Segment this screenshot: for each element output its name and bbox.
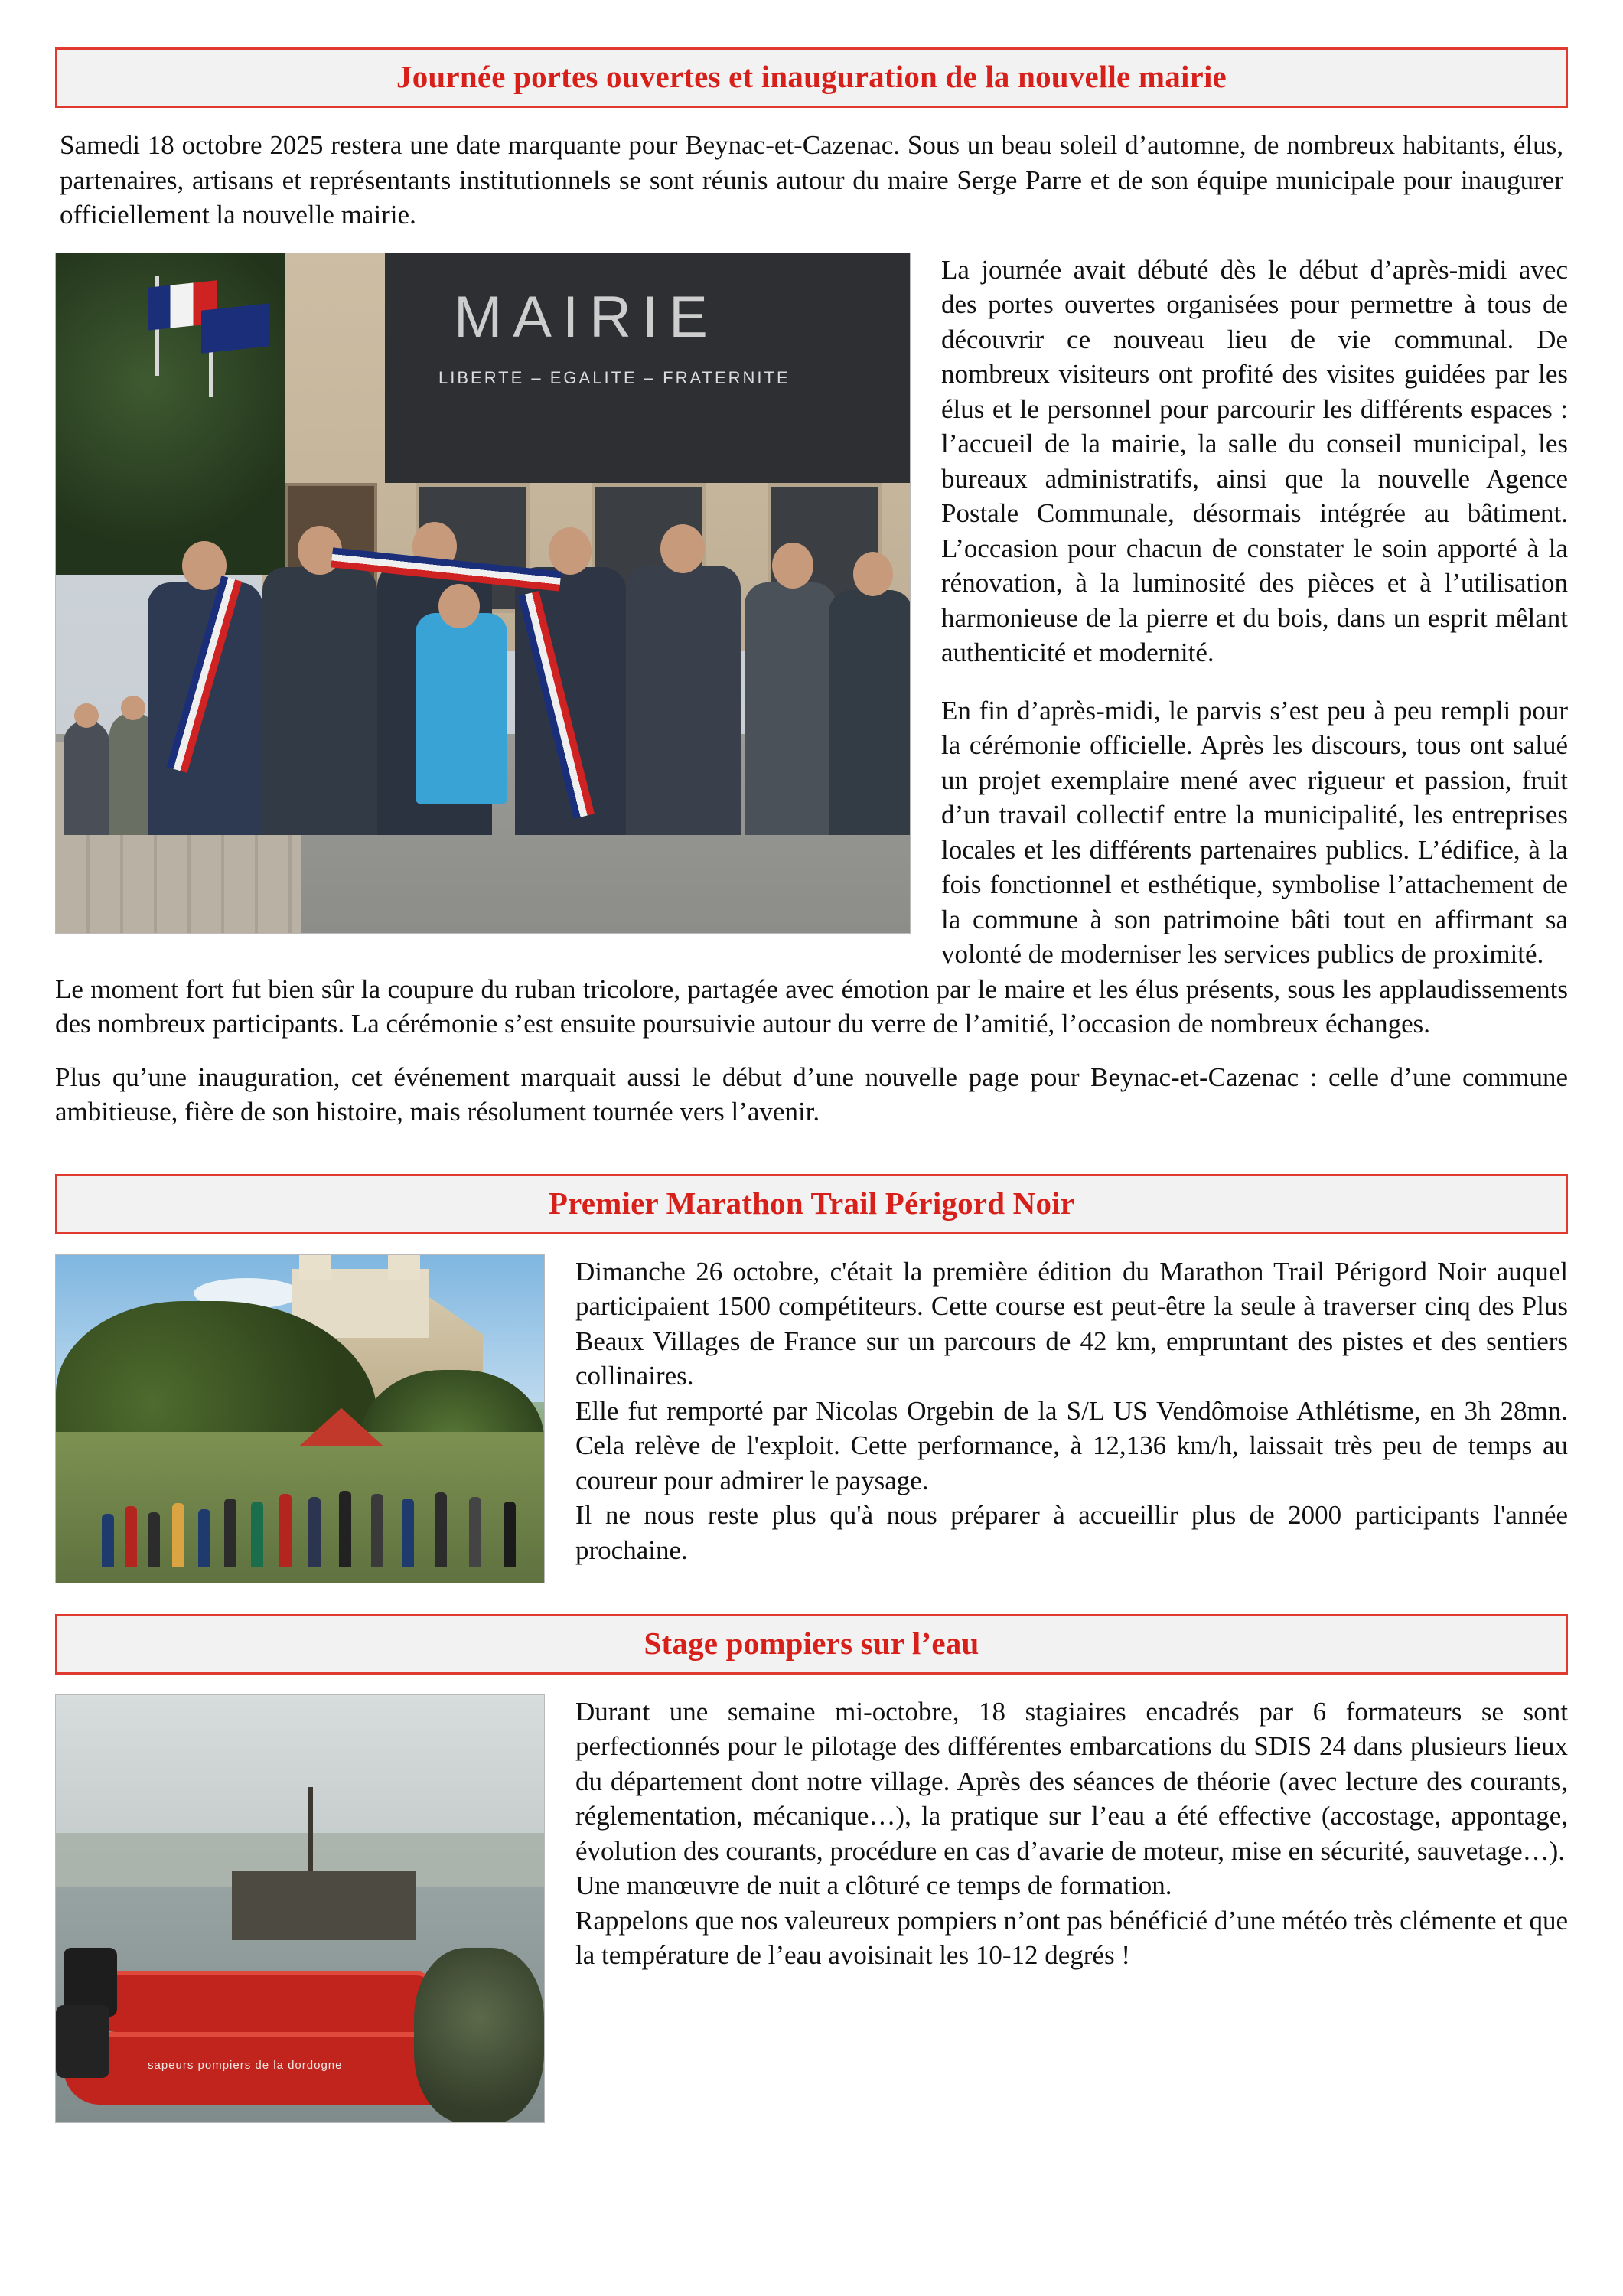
photo-mairie-sign: MAIRIE: [454, 284, 719, 350]
photo-runner: [125, 1506, 137, 1567]
paragraph-marathon-3: Il ne nous reste plus qu'à nous préparer à accueillir plus de 2000 participants l'année prochaine.: [575, 1500, 1568, 1565]
photo-runner: [102, 1514, 114, 1567]
photo-castle-tower: [299, 1254, 331, 1280]
photo-child-head: [438, 584, 480, 628]
photo-runner: [504, 1502, 516, 1567]
section-banner-mairie: [55, 47, 1568, 108]
photo-guest-head: [772, 543, 813, 589]
photo-crowd: [56, 506, 910, 835]
photo-person-head: [74, 703, 99, 728]
section-title-mairie: Journée portes ouvertes et inauguration de la nouvelle mairie: [396, 59, 1227, 94]
section-title-marathon: Premier Marathon Trail Périgord Noir: [548, 1185, 1075, 1221]
photo-runner: [435, 1492, 447, 1567]
photo-child: [416, 613, 507, 804]
photo-runner: [279, 1494, 292, 1567]
mairie-image-text-block: [55, 253, 1568, 972]
photo-guest-head: [853, 552, 893, 596]
photo-bush: [414, 1948, 544, 2123]
paragraph-mairie-3: Le moment fort fut bien sûr la coupure du ruban tricolore, partagée avec émotion par le maire et les élus présents, sous les applaudissements des nombreux participants. La cérémonie s’est ensuite poursuivie autour du verre de l’amitié, l’occasion de nombreux échanges.: [55, 974, 1568, 1039]
photo-official-head: [660, 524, 705, 573]
lead-paragraph-mairie: Samedi 18 octobre 2025 restera une date marquante pour Beynac-et-Cazenac. Sous un beau soleil d’automne, de nombreux habitants, élus, partenaires, artisans et représentants institutionnels se sont réunis autour du maire Serge Parre et de son équipe municipale pour inaugurer officiellement la nouvelle mairie.: [60, 130, 1563, 230]
photo-outboard-engine-2: [56, 2005, 109, 2078]
paragraph-mairie-2: En fin d’après-midi, le parvis s’est peu à peu rempli pour la cérémonie officielle. Après les discours, tous ont salué un projet exemplaire mené avec rigueur et passion, fruit d’un travail collectif entre la municipalité, les entreprises locales et les différents partenaires publics. L’édifice, à la fois fonctionnel et esthétique, symbolise l’attachement de la commune à son patrimoine bâti tout en affirmant sa volonté de moderniser les services publics de proximité.: [941, 695, 1568, 970]
photo-republic-motto: LIBERTE – EGALITE – FRATERNITE: [438, 367, 790, 387]
photo-runner: [198, 1509, 210, 1567]
section-banner-marathon: [55, 1174, 1568, 1234]
photo-castle-tower: [388, 1254, 420, 1280]
marathon-column-text: [575, 1254, 1568, 1568]
photo-pompiers-bateaux: [55, 1694, 545, 2123]
pompiers-column-text: [575, 1694, 1568, 1973]
marathon-block: [55, 1254, 1568, 1583]
photo-person: [64, 720, 109, 835]
photo-flags: [148, 276, 301, 391]
mairie-after-float: [55, 972, 1568, 1130]
photo-boat-1: [86, 1971, 431, 2032]
photo-official: [262, 567, 377, 835]
photo-boat-label: sapeurs pompiers de la dordogne: [148, 2058, 343, 2072]
photo-official: [626, 566, 741, 835]
photo-runner: [371, 1494, 383, 1567]
photo-guest: [745, 582, 836, 835]
photo-runner: [172, 1503, 184, 1567]
photo-runner: [402, 1499, 414, 1567]
photo-runner: [308, 1497, 321, 1567]
photo-barge: [232, 1871, 416, 1940]
photo-mast: [308, 1787, 313, 1879]
paragraph-mairie-4: Plus qu’une inauguration, cet événement marquait aussi le début d’une nouvelle page pour Beynac-et-Cazenac : celle d’une commune ambitieuse, fière de son histoire, mais résolument tournée vers l’avenir.: [55, 1062, 1568, 1127]
photo-runner: [224, 1499, 236, 1567]
photo-official-head: [549, 527, 592, 575]
photo-marathon-trail: [55, 1254, 545, 1583]
photo-inauguration-mairie: [55, 253, 911, 934]
paragraph-pompiers-3: Rappelons que nos valeureux pompiers n’ont pas bénéficié d’une météo très clémente et que la température de l’eau avoisinait les 10-12 degrés !: [575, 1905, 1568, 1971]
pompiers-block: [55, 1694, 1568, 2123]
paragraph-marathon-1: Dimanche 26 octobre, c'était la première édition du Marathon Trail Périgord Noir auquel participaient 1500 compétiteurs. Cette course est peut-être la seule à traverser cinq des Plus Beaux Villages de France sur un parcours de 42 km, empruntant des pistes et des sentiers collinaires.: [575, 1256, 1568, 1391]
paragraph-mairie-1: La journée avait débuté dès le début d’après-midi avec des portes ouvertes organisées pour permettre à tous de découvrir ce nouveau lieu de vie communal. De nombreux visiteurs ont profité des visites guidées par les élus et le personnel pour parcourir les différents espaces : l’accueil de la mairie, la salle du conseil municipal, les bureaux administratifs, ainsi que la nouvelle Agence Postale Communale, désormais intégrée au bâtiment. L’occasion pour chacun de constater le soin apporté à la rénovation, à la luminosité des pièces et à l’utilisation harmonieuse de la pierre et du bois, dans un esprit mêlant authenticité et modernité.: [941, 254, 1568, 668]
paragraph-pompiers-1: Durant une semaine mi-octobre, 18 stagiaires encadrés par 6 formateurs se sont perfectionnés pour le pilotage des différentes embarcations du SDIS 24 dans plusieurs lieux du département dont notre village. Après des séances de théorie (avec lecture des courants, réglementation, mécanique…), la pratique sur l’eau a été effective (accostage, appontage, évolution des courants, procédure en cas d’avarie de moteur, mise en sécurité, sauvetage…).: [575, 1696, 1568, 1866]
photo-runner: [469, 1497, 481, 1567]
intro-block-mairie: [55, 128, 1568, 233]
paragraph-marathon-2: Elle fut remporté par Nicolas Orgebin de la S/L US Vendômoise Athlétisme, en 3h 28mn. Cela relève de l'exploit. Cette performance, à 12,136 km/h, laissait très peu de temps au coureur pour admirer le paysage.: [575, 1395, 1568, 1495]
section-title-pompiers: Stage pompiers sur l’eau: [644, 1625, 979, 1661]
photo-runner: [148, 1512, 160, 1567]
photo-runner: [339, 1491, 351, 1567]
photo-runner: [251, 1502, 263, 1567]
photo-person-head: [121, 696, 145, 720]
photo-guest: [829, 590, 911, 835]
section-banner-pompiers: [55, 1614, 1568, 1675]
paragraph-pompiers-2: Une manœuvre de nuit a clôturé ce temps de formation.: [575, 1870, 1172, 1901]
photo-flag-europe: [201, 303, 270, 353]
